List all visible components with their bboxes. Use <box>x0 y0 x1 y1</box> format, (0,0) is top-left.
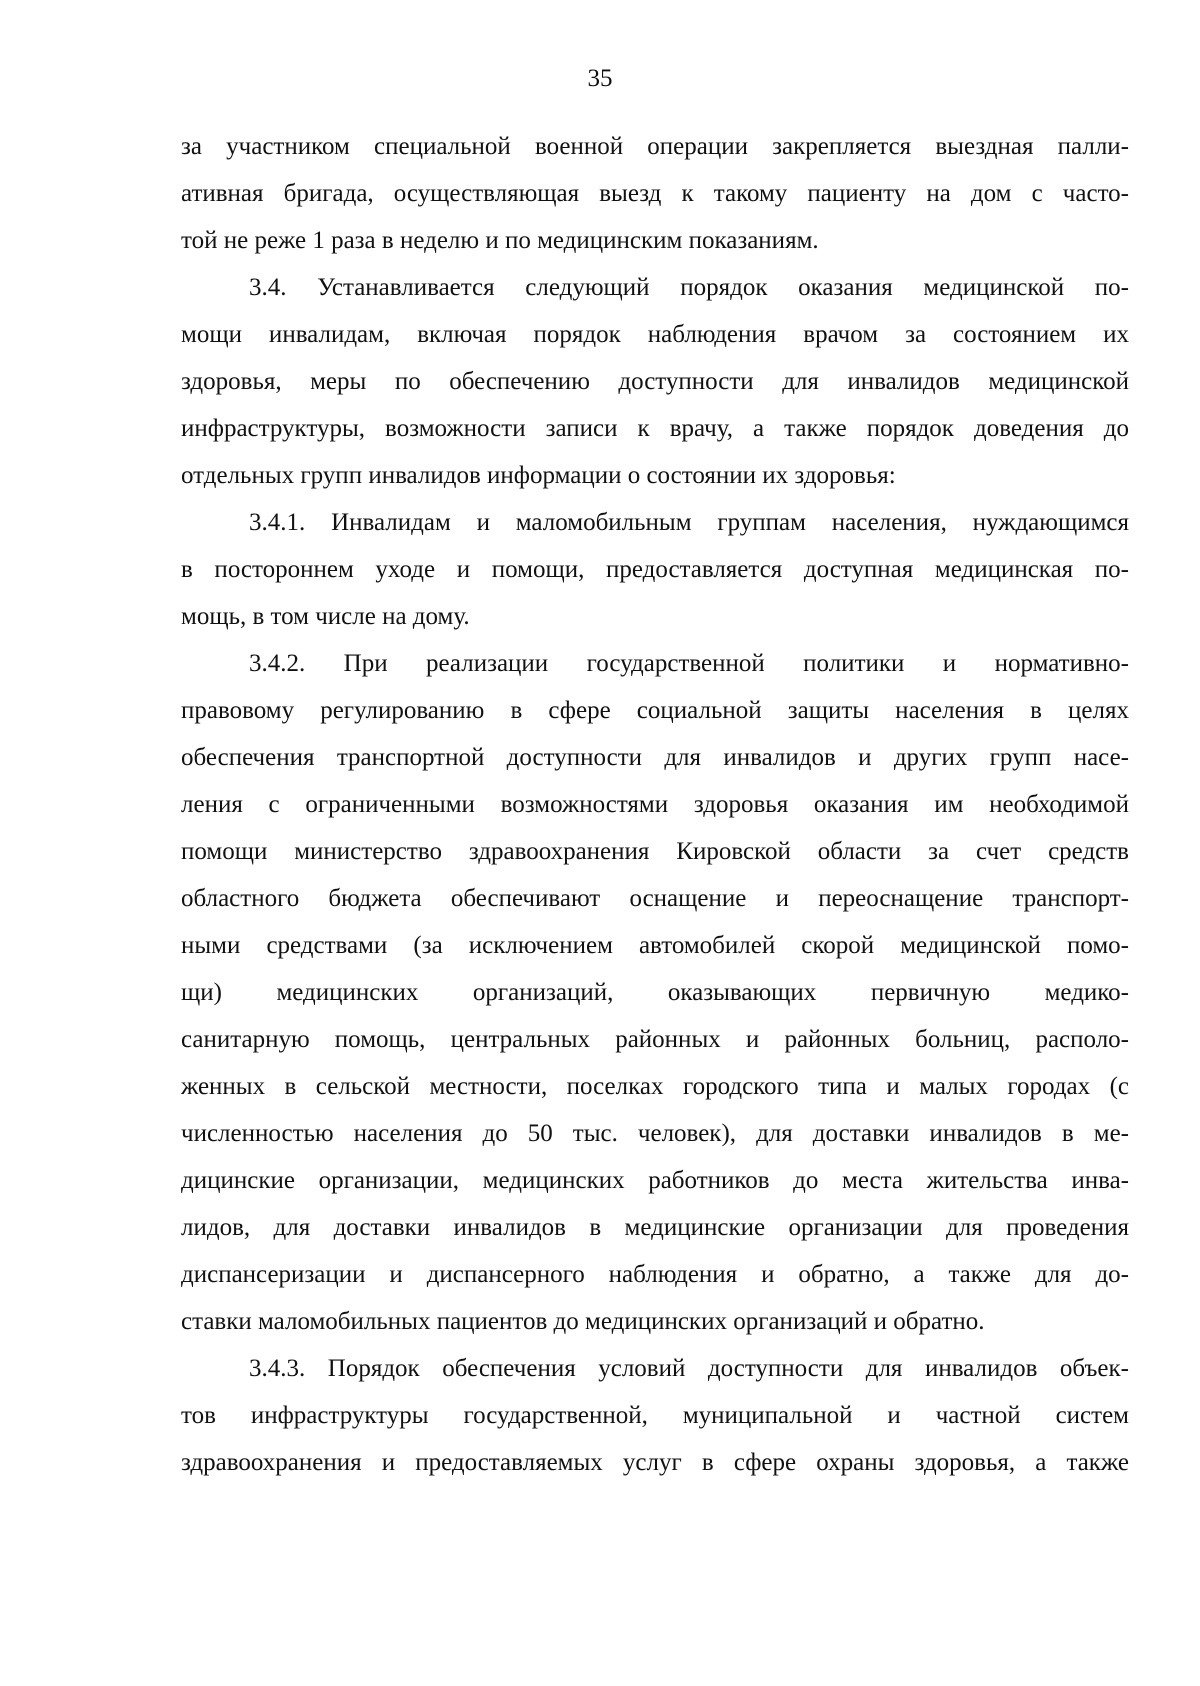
paragraph-3-4 <box>181 271 1129 506</box>
paragraph-3-4-1 <box>181 506 1129 647</box>
text-line: ставки маломобильных пациентов до медицинских организаций и обратно. <box>181 1308 985 1335</box>
text-line: ативная бригада, осуществляющая выезд к такому пациенту на дом с часто- <box>181 180 1129 207</box>
text-line: женных в сельской местности, поселках городского типа и малых городах (с <box>181 1073 1129 1100</box>
text-line: за участником специальной военной операции закрепляется выездная палли- <box>181 133 1129 160</box>
text-line: в постороннем уходе и помощи, предоставляется доступная медицинская по- <box>181 556 1129 583</box>
text-line: обеспечения транспортной доступности для инвалидов и других групп насе- <box>181 744 1129 771</box>
paragraph-3-4-3 <box>181 1352 1129 1493</box>
text-line: санитарную помощь, центральных районных и районных больниц, располо- <box>181 1026 1129 1053</box>
text-line: здоровья, меры по обеспечению доступности для инвалидов медицинской <box>181 368 1129 395</box>
text-line: инфраструктуры, возможности записи к врачу, а также порядок доведения до <box>181 415 1129 442</box>
text-line: здравоохранения и предоставляемых услуг в сфере охраны здоровья, а также <box>181 1449 1129 1476</box>
text-line: мощь, в том числе на дому. <box>181 603 470 630</box>
page-number: 35 <box>587 65 613 92</box>
paragraph-3-4-2 <box>181 647 1129 1352</box>
text-line: помощи министерство здравоохранения Кировской области за счет средств <box>181 838 1129 865</box>
text-line: мощи инвалидам, включая порядок наблюдения врачом за состоянием их <box>181 321 1129 348</box>
text-line: 3.4.1. Инвалидам и маломобильным группам населения, нуждающимся <box>249 509 1129 536</box>
text-line: 3.4.3. Порядок обеспечения условий доступности для инвалидов объек- <box>249 1355 1129 1382</box>
text-line: 3.4.2. При реализации государственной политики и нормативно- <box>249 650 1129 677</box>
text-line: щи) медицинских организаций, оказывающих первичную медико- <box>181 979 1129 1006</box>
text-line: дицинские организации, медицинских работников до места жительства инва- <box>181 1167 1129 1194</box>
text-line: правовому регулированию в сфере социальной защиты населения в целях <box>181 697 1129 724</box>
text-line: 3.4. Устанавливается следующий порядок оказания медицинской по- <box>249 274 1129 301</box>
text-line: той не реже 1 раза в неделю и по медицинским показаниям. <box>181 227 819 254</box>
text-line: тов инфраструктуры государственной, муниципальной и частной систем <box>181 1402 1129 1429</box>
document-body <box>181 130 1129 1493</box>
text-line: ными средствами (за исключением автомобилей скорой медицинской помо- <box>181 932 1129 959</box>
paragraph-1 <box>181 130 1129 271</box>
text-line: областного бюджета обеспечивают оснащение и переоснащение транспорт- <box>181 885 1129 912</box>
text-line: лидов, для доставки инвалидов в медицинские организации для проведения <box>181 1214 1129 1241</box>
text-line: ления с ограниченными возможностями здоровья оказания им необходимой <box>181 791 1129 818</box>
text-line: численностью населения до 50 тыс. человек), для доставки инвалидов в ме- <box>181 1120 1129 1147</box>
text-line: отдельных групп инвалидов информации о состоянии их здоровья: <box>181 462 896 489</box>
text-line: диспансеризации и диспансерного наблюдения и обратно, а также для до- <box>181 1261 1129 1288</box>
